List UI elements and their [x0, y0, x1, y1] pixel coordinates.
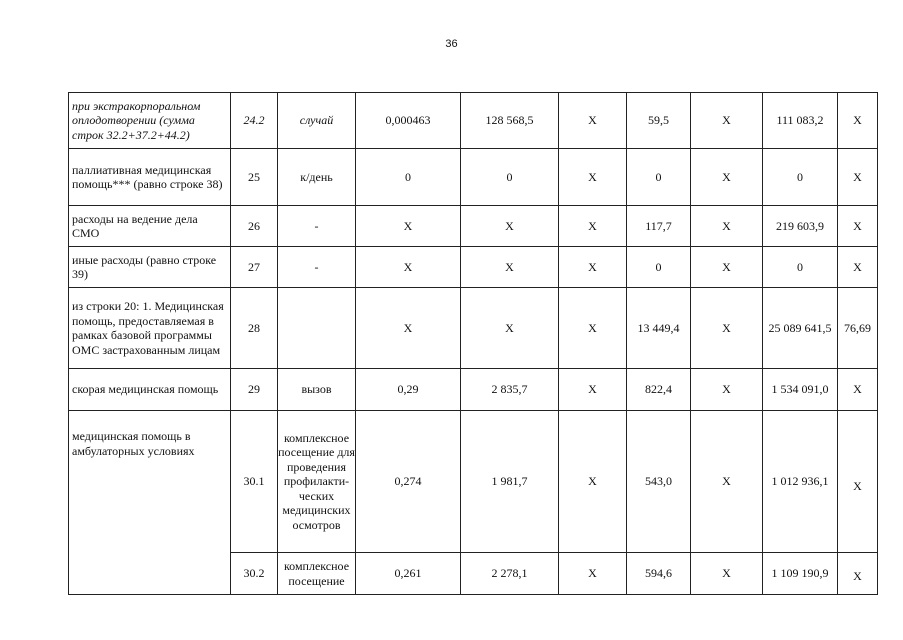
value-cell: X — [838, 206, 878, 247]
value-cell: 0,274 — [356, 411, 461, 553]
row-name: расходы на ведение дела СМО — [69, 206, 231, 247]
value-cell: 59,5 — [627, 93, 691, 149]
unit-cell: к/день — [278, 149, 356, 206]
value-cell: X — [461, 288, 559, 369]
row-number: 30.1 — [231, 411, 278, 553]
value-cell: X — [691, 206, 763, 247]
value-cell: X — [461, 247, 559, 288]
row-number: 25 — [231, 149, 278, 206]
value-cell: X — [691, 553, 763, 595]
table-row — [69, 369, 878, 411]
value-cell: 0 — [356, 149, 461, 206]
value-cell: X — [691, 149, 763, 206]
value-cell: X — [559, 93, 627, 149]
value-cell: X — [559, 553, 627, 595]
value-cell: X — [559, 206, 627, 247]
unit-cell — [278, 288, 356, 369]
value-cell: X — [559, 149, 627, 206]
table-row — [69, 247, 878, 288]
row-name: из строки 20: 1. Медицинская помощь, предоставляемая в рамках базовой программы ОМС застрахованным лицам — [69, 288, 231, 369]
financing-table — [68, 92, 878, 595]
value-cell: 0 — [461, 149, 559, 206]
value-cell: X — [691, 288, 763, 369]
value-cell: X — [838, 553, 878, 595]
value-cell: X — [356, 288, 461, 369]
value-cell: X — [461, 206, 559, 247]
value-cell: X — [691, 369, 763, 411]
row-name: скорая медицинская помощь — [69, 369, 231, 411]
row-name: при экстракорпоральном оплодотворении (сумма строк 32.2+37.2+44.2) — [69, 93, 231, 149]
value-cell: 0 — [763, 149, 838, 206]
unit-cell: - — [278, 206, 356, 247]
unit-cell: комплексное посещение для проведения профилакти-ческих медицинских осмотров — [278, 411, 356, 553]
value-cell: 0 — [627, 149, 691, 206]
value-cell: 1 534 091,0 — [763, 369, 838, 411]
unit-cell: комплексное посещение — [278, 553, 356, 595]
value-cell: 117,7 — [627, 206, 691, 247]
value-cell: X — [559, 288, 627, 369]
value-cell: X — [356, 247, 461, 288]
value-cell: X — [356, 206, 461, 247]
value-cell: X — [838, 369, 878, 411]
row-number: 24.2 — [231, 93, 278, 149]
value-cell: 1 109 190,9 — [763, 553, 838, 595]
unit-cell: случай — [278, 93, 356, 149]
value-cell: X — [691, 411, 763, 553]
value-cell: 1 981,7 — [461, 411, 559, 553]
value-cell: 0,261 — [356, 553, 461, 595]
value-cell: 1 012 936,1 — [763, 411, 838, 553]
unit-cell: - — [278, 247, 356, 288]
table-row — [69, 93, 878, 149]
table-row — [69, 149, 878, 206]
value-cell: X — [559, 411, 627, 553]
value-cell: 219 603,9 — [763, 206, 838, 247]
value-cell: 822,4 — [627, 369, 691, 411]
value-cell: 543,0 — [627, 411, 691, 553]
row-number: 27 — [231, 247, 278, 288]
value-cell: X — [838, 247, 878, 288]
value-cell: X — [691, 247, 763, 288]
page-number: 36 — [445, 38, 458, 50]
row-name: иные расходы (равно строке 39) — [69, 247, 231, 288]
row-number: 28 — [231, 288, 278, 369]
row-name: медицинская помощь в амбулаторных условиях — [69, 411, 231, 595]
value-cell: 2 278,1 — [461, 553, 559, 595]
value-cell: X — [559, 369, 627, 411]
table-row — [69, 288, 878, 369]
value-cell: X — [691, 93, 763, 149]
table-row — [69, 206, 878, 247]
value-cell: 0,29 — [356, 369, 461, 411]
value-cell: 25 089 641,5 — [763, 288, 838, 369]
value-cell: 0 — [627, 247, 691, 288]
value-cell: 0 — [763, 247, 838, 288]
value-cell: 128 568,5 — [461, 93, 559, 149]
row-number: 29 — [231, 369, 278, 411]
value-cell: X — [838, 149, 878, 206]
value-cell: 111 083,2 — [763, 93, 838, 149]
value-cell: 76,69 — [838, 288, 878, 369]
row-number: 26 — [231, 206, 278, 247]
row-number: 30.2 — [231, 553, 278, 595]
value-cell: 2 835,7 — [461, 369, 559, 411]
value-cell: 594,6 — [627, 553, 691, 595]
table-row — [69, 411, 878, 553]
value-cell: X — [559, 247, 627, 288]
value-cell: X — [838, 93, 878, 149]
value-cell: 0,000463 — [356, 93, 461, 149]
value-cell: 13 449,4 — [627, 288, 691, 369]
unit-cell: вызов — [278, 369, 356, 411]
value-cell: X — [838, 411, 878, 553]
row-name: паллиативная медицинская помощь*** (равно строке 38) — [69, 149, 231, 206]
